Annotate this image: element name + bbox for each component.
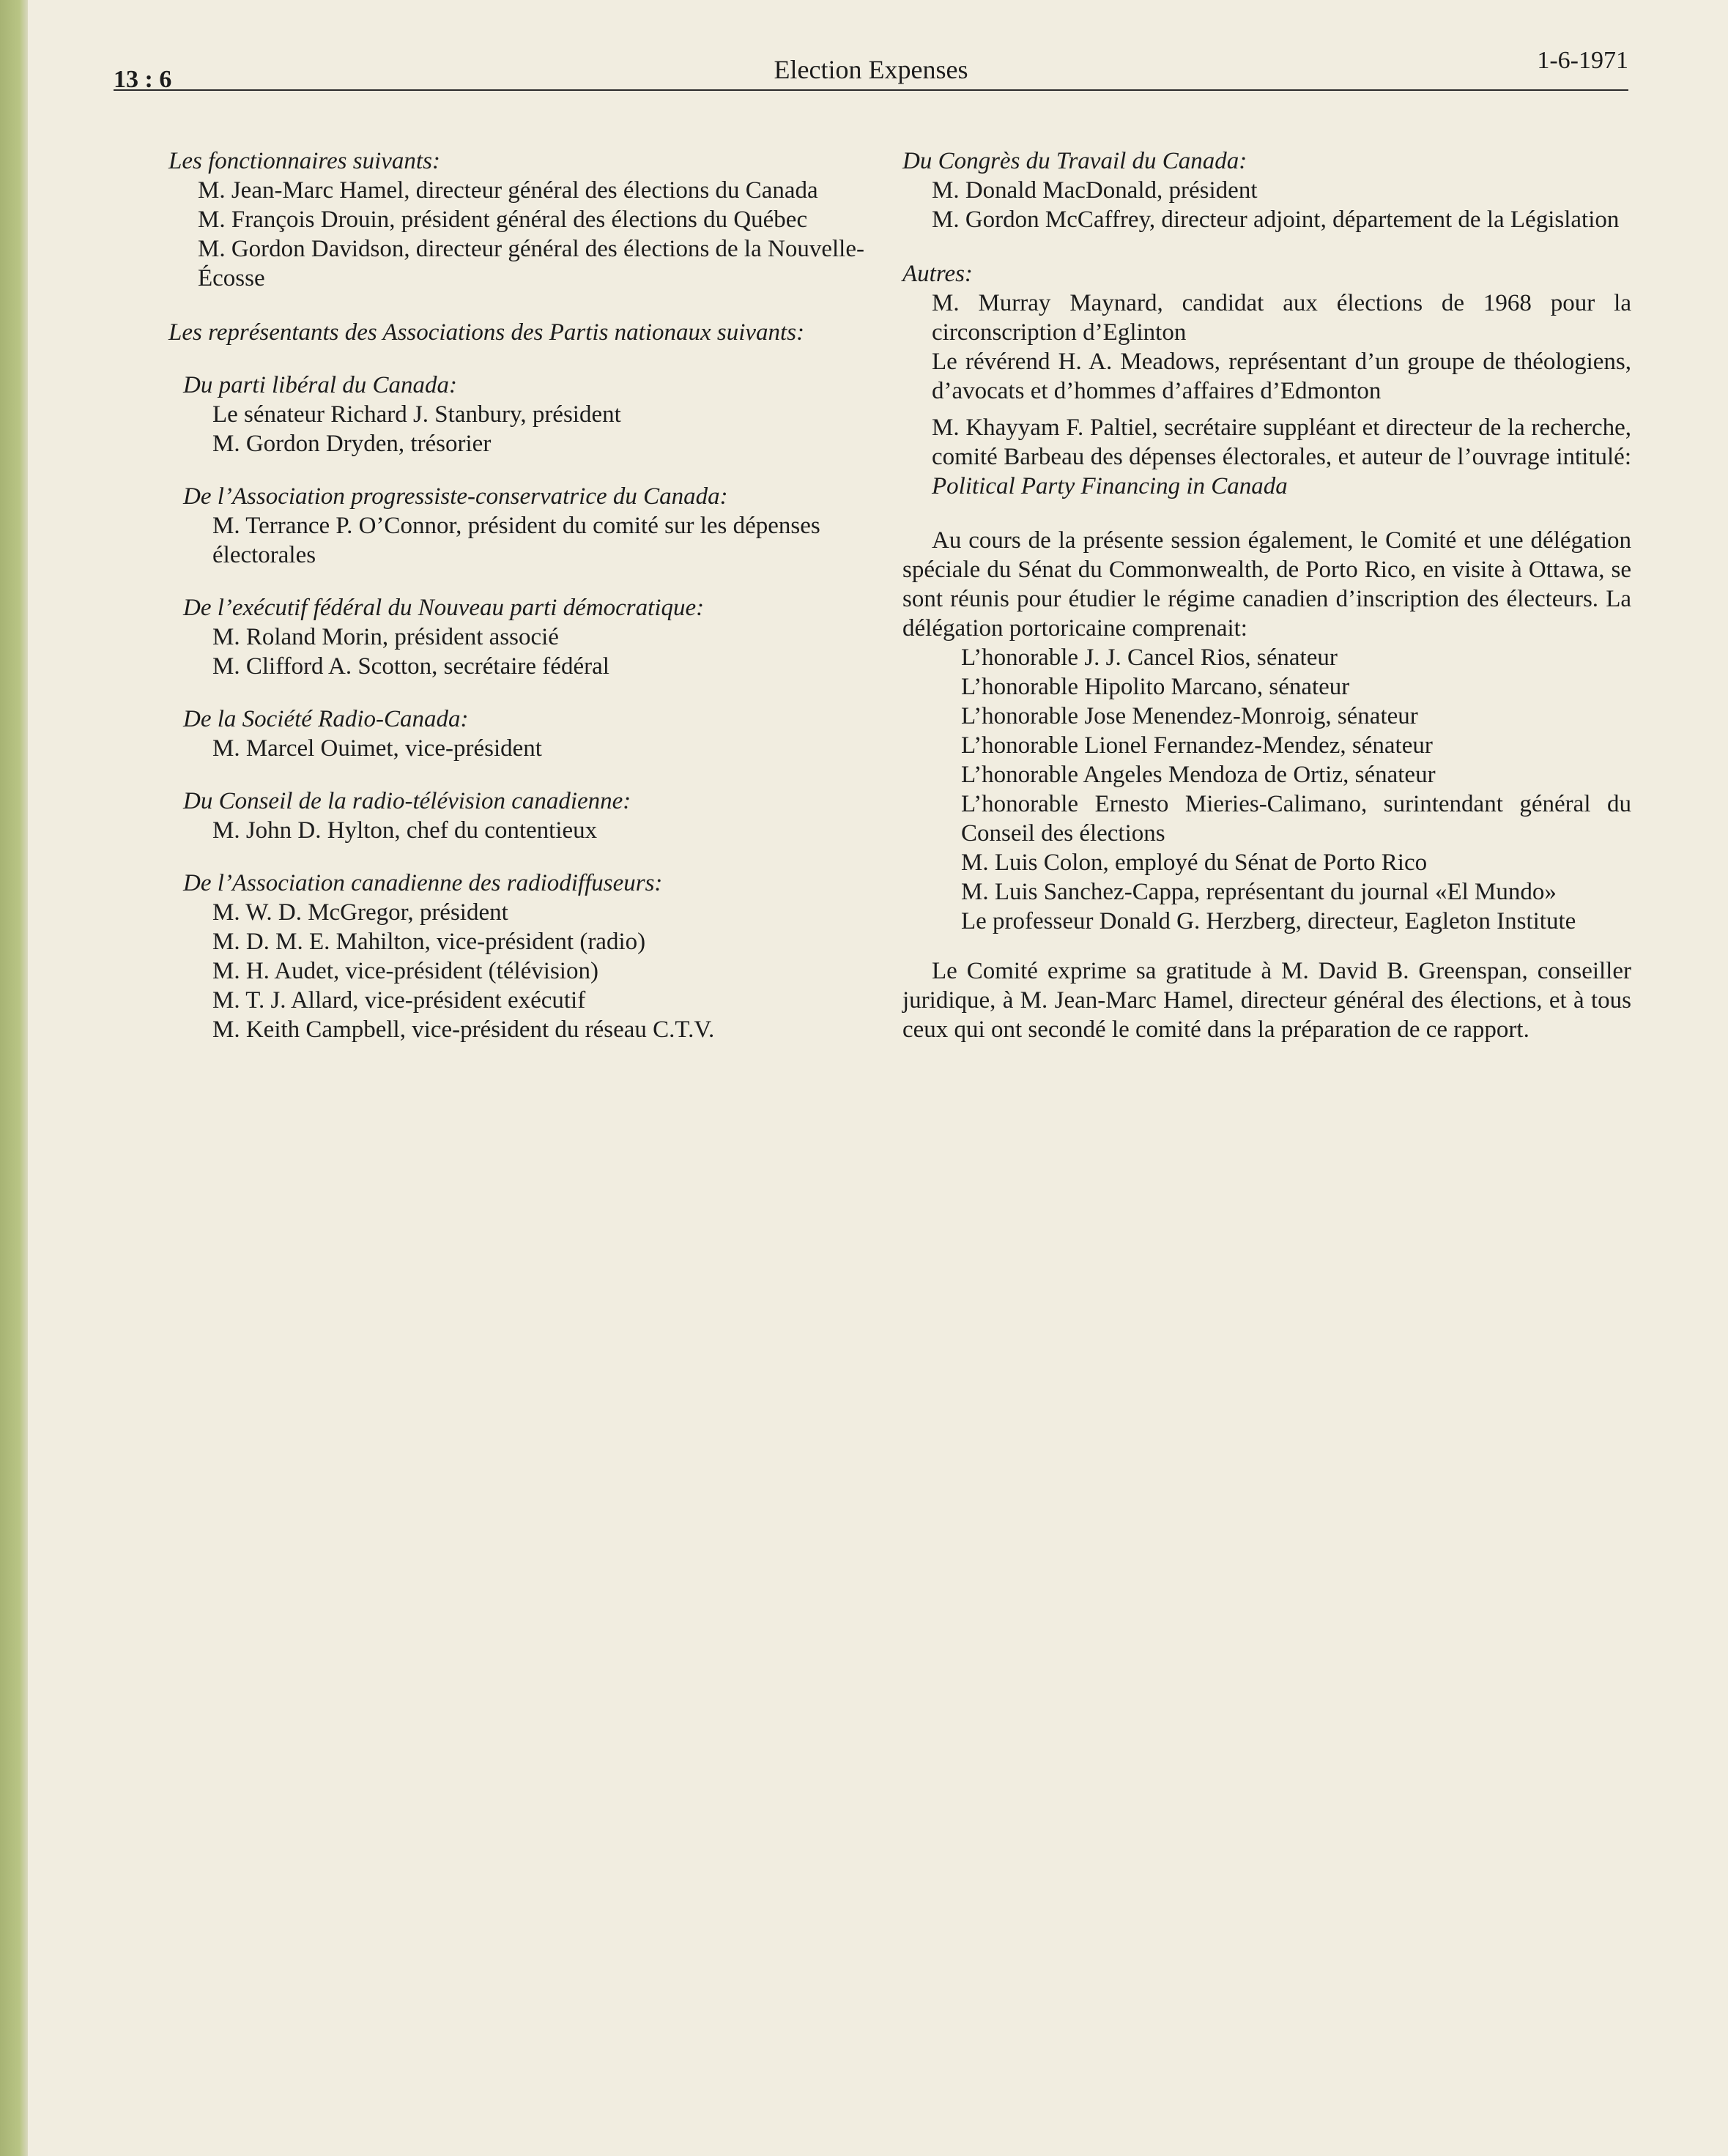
group-heading: Du parti libéral du Canada: — [183, 372, 458, 398]
list-item: L’honorable Ernesto Mieries-Calimano, surintendant général du Conseil des élections — [961, 791, 1631, 847]
list-item: Le révérend H. A. Meadows, représentant d’un groupe de théologiens, d’avocats et d’hommes d’affaires d’Edmonton — [932, 349, 1631, 404]
page-edge — [0, 0, 28, 2156]
others-list — [932, 289, 1631, 501]
group-members — [212, 400, 872, 458]
right-column — [902, 146, 1631, 1044]
list-item: L’honorable Lionel Fernandez-Mendez, sénateur — [961, 732, 1433, 759]
list-item: M. Gordon Davidson, directeur général des élections de la Nouvelle-Écosse — [198, 236, 864, 291]
list-item: M. Marcel Ouimet, vice-président — [212, 735, 542, 762]
paltiel-entry: M. Khayyam F. Paltiel, secrétaire suppléant et directeur de la recherche, comité Barbeau des dépenses électorales, et auteur de l’ouvrage intitulé: — [932, 415, 1631, 470]
officials-heading: Les fonctionnaires suivants: — [168, 148, 440, 174]
clc-heading: Du Congrès du Travail du Canada: — [902, 148, 1247, 174]
left-column — [168, 146, 872, 1044]
group-heading: De la Société Radio-Canada: — [183, 706, 469, 732]
running-title: Election Expenses — [774, 55, 968, 84]
page-header — [114, 45, 1628, 91]
list-item: M. T. J. Allard, vice-président exécutif — [212, 987, 586, 1014]
list-item: M. D. M. E. Mahilton, vice-président (radio) — [212, 929, 646, 955]
list-item: M. Clifford A. Scotton, secrétaire fédéral — [212, 653, 609, 680]
session-paragraph: Au cours de la présente session également, le Comité et une délégation spéciale du Sénat du Commonwealth, de Porto Rico, en visite à Ottawa, se sont réunis pour étudier le régime canadien d’inscription des électeurs. La délégation portoricaine comprenait: — [902, 527, 1631, 642]
list-item: M. W. D. McGregor, président — [212, 899, 508, 926]
parties-heading: Les représentants des Associations des Partis nationaux suivants: — [168, 319, 805, 346]
list-item: M. Terrance P. O’Connor, président du comité sur les dépenses électorales — [212, 513, 820, 568]
list-item: M. Roland Morin, président associé — [212, 624, 559, 650]
group-members — [212, 816, 872, 845]
list-item: M. Gordon McCaffrey, directeur adjoint, département de la Législation — [932, 207, 1620, 233]
group-heading: De l’Association canadienne des radiodiffuseurs: — [183, 870, 663, 896]
list-item: M. John D. Hylton, chef du contentieux — [212, 817, 598, 844]
others-heading: Autres: — [902, 261, 973, 287]
list-item: M. Jean-Marc Hamel, directeur général des élections du Canada — [198, 177, 818, 204]
group-heading: Du Conseil de la radio-télévision canadienne: — [183, 788, 631, 814]
list-item — [932, 413, 1631, 501]
group-heading: De l’Association progressiste-conservatrice du Canada: — [183, 483, 728, 510]
list-item: M. Keith Campbell, vice-président du réseau C.T.V. — [212, 1016, 715, 1043]
list-item: M. H. Audet, vice-président (télévision) — [212, 958, 598, 984]
clc-members — [932, 176, 1631, 234]
list-item: M. Gordon Dryden, trésorier — [212, 431, 492, 457]
page-date: 1-6-1971 — [1537, 47, 1628, 74]
page-number: 13 : 6 — [114, 66, 172, 93]
list-item: M. Murray Maynard, candidat aux élections de 1968 pour la circonscription d’Eglinton — [932, 290, 1631, 346]
group-members — [212, 622, 872, 681]
book-title: Political Party Financing in Canada — [932, 473, 1288, 499]
group-heading: De l’exécutif fédéral du Nouveau parti démocratique: — [183, 595, 705, 621]
gratitude-paragraph: Le Comité exprime sa gratitude à M. David B. Greenspan, conseiller juridique, à M. Jean-Marc Hamel, directeur général des élections, et à tous ceux qui ont secondé le comité dans la préparation de ce rapport. — [902, 958, 1631, 1043]
delegation-list — [961, 643, 1631, 936]
list-item: L’honorable Hipolito Marcano, sénateur — [961, 674, 1350, 700]
list-item: M. Luis Sanchez-Cappa, représentant du journal «El Mundo» — [961, 879, 1557, 905]
list-item: M. Luis Colon, employé du Sénat de Porto Rico — [961, 850, 1428, 876]
list-item: L’honorable Angeles Mendoza de Ortiz, sénateur — [961, 762, 1436, 788]
list-item: L’honorable Jose Menendez-Monroig, sénateur — [961, 703, 1418, 729]
list-item: M. François Drouin, président général des élections du Québec — [198, 207, 808, 233]
group-members — [212, 511, 872, 570]
list-item: M. Donald MacDonald, président — [932, 177, 1258, 204]
officials-list — [198, 176, 872, 293]
list-item: Le sénateur Richard J. Stanbury, président — [212, 401, 621, 428]
list-item: Le professeur Donald G. Herzberg, directeur, Eagleton Institute — [961, 908, 1576, 934]
group-members — [212, 898, 872, 1044]
list-item: L’honorable J. J. Cancel Rios, sénateur — [961, 644, 1338, 671]
group-members — [212, 734, 872, 763]
